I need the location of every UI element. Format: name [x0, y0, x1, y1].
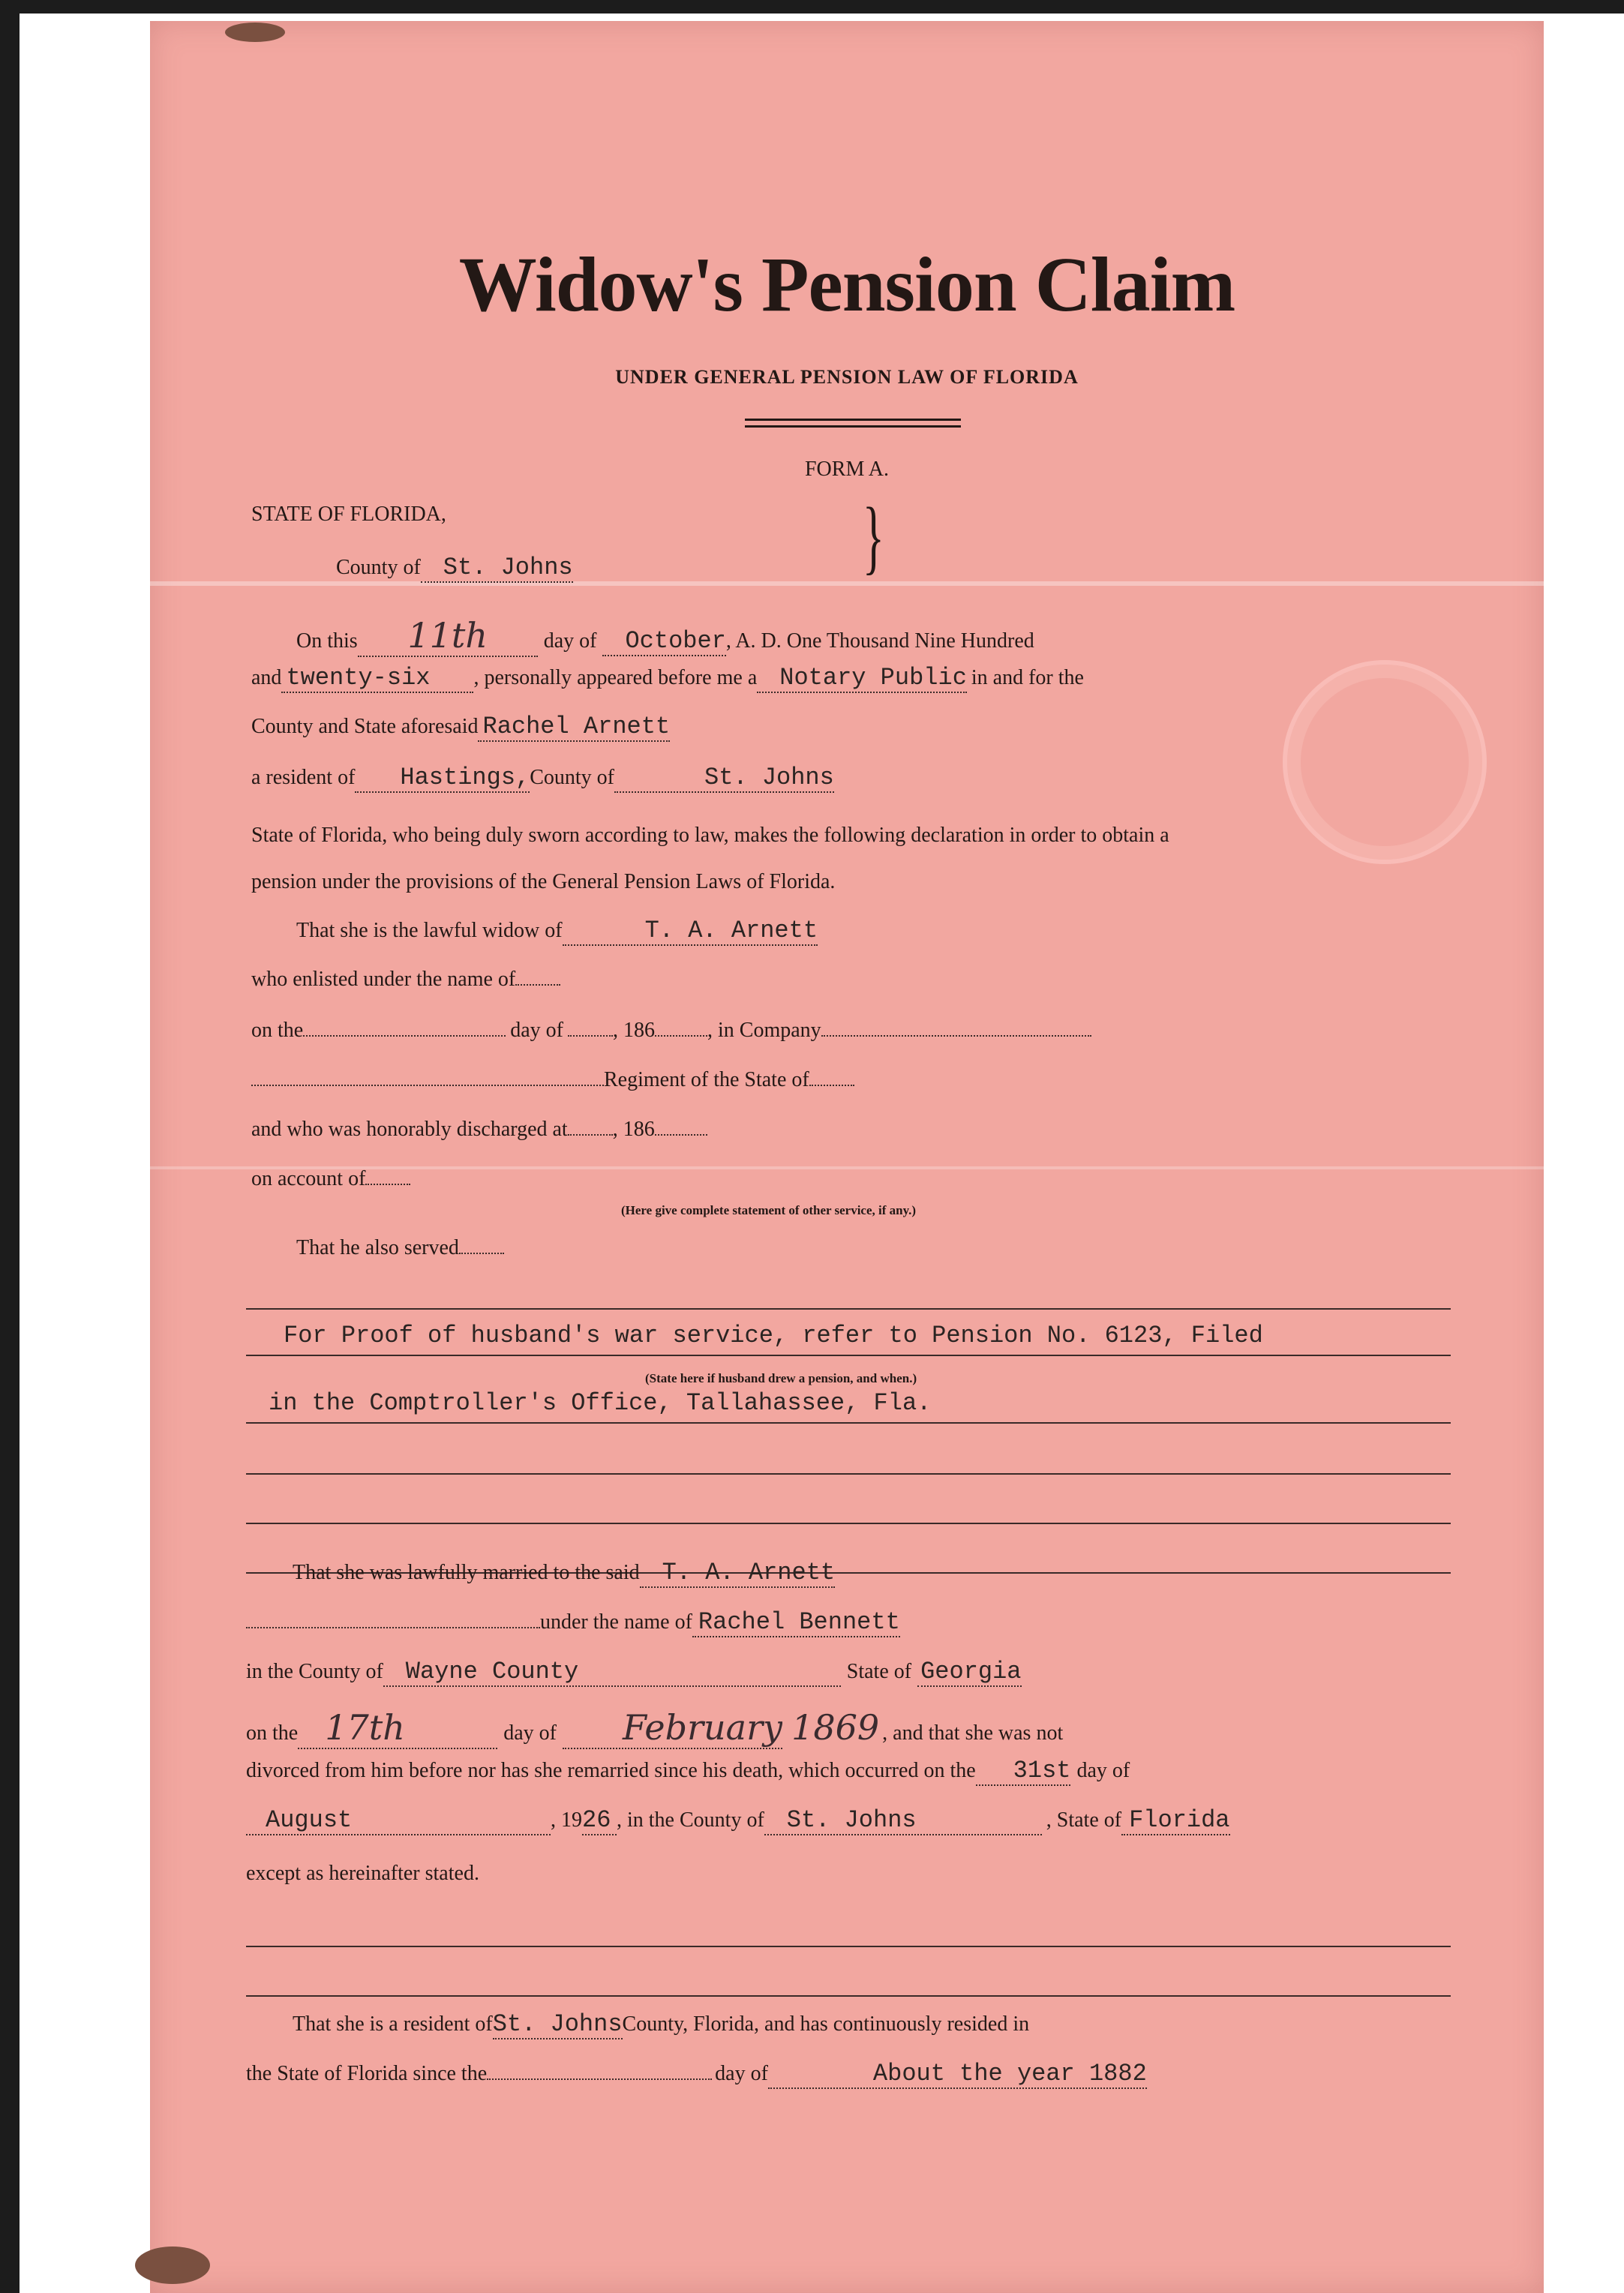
- marriage-county-field[interactable]: Wayne County: [383, 1658, 841, 1687]
- discharge-place-field[interactable]: [568, 1134, 613, 1136]
- county-state-label: County and State aforesaid: [251, 715, 479, 738]
- oath-date-line: [296, 615, 1451, 656]
- marriage-day-field[interactable]: 17th: [298, 1707, 497, 1749]
- death-state-field[interactable]: Florida: [1121, 1806, 1229, 1835]
- under-name-label: under the name of: [540, 1610, 692, 1634]
- county-of-label: County of: [530, 766, 614, 789]
- declaration-text-2: pension under the provisions of the General Pension Laws of Florida.: [251, 870, 836, 893]
- maiden-name-line: [246, 1608, 1451, 1641]
- enlisted-name-field[interactable]: [515, 984, 560, 986]
- blank-service-line[interactable]: [246, 1275, 1451, 1310]
- venue-county-field[interactable]: St. Johns: [421, 554, 573, 583]
- maiden-name-field[interactable]: Rachel Bennett: [692, 1608, 900, 1637]
- scan-top-border: [0, 0, 1624, 14]
- resident-of-label: a resident of: [251, 766, 356, 789]
- appeared-label: , personally appeared before me a: [473, 666, 758, 689]
- year-186-label: , 186: [612, 1019, 655, 1042]
- and-label: and: [251, 666, 282, 689]
- widow-of-line: [296, 917, 1451, 950]
- year-19-label: , 19: [551, 1808, 582, 1832]
- discharge-line: [251, 1118, 1451, 1151]
- death-place-line: [246, 1806, 1451, 1839]
- day-of-label: day of: [510, 1019, 563, 1042]
- oath-month-field[interactable]: October: [602, 627, 725, 656]
- widow-of-label: That she is the lawful widow of: [296, 919, 563, 942]
- death-year-field[interactable]: 26: [582, 1806, 617, 1835]
- account-line: [251, 1167, 1451, 1200]
- day-of-label: day of: [503, 1721, 557, 1745]
- blank-line-2[interactable]: [246, 1490, 1451, 1524]
- proof-line-1[interactable]: For Proof of husband's war service, refer to Pension No. 6123, Filed: [246, 1322, 1451, 1356]
- also-served-field[interactable]: [459, 1253, 504, 1254]
- county-label: County of: [336, 556, 421, 579]
- pension-form-page: [150, 21, 1544, 2293]
- year-186-label: , 186: [612, 1118, 655, 1141]
- on-account-label: on account of: [251, 1167, 366, 1190]
- also-served-label: That he also served: [296, 1236, 459, 1259]
- state-of-label: State of: [846, 1660, 912, 1683]
- residence-county-field[interactable]: St. Johns: [492, 2010, 623, 2038]
- death-day-line: [246, 1757, 1451, 1790]
- since-day-field[interactable]: [487, 2078, 712, 2080]
- divorced-text: divorced from him before nor has she remarried since his death, which occurred on the: [246, 1759, 976, 1782]
- in-county-label: , in the County of: [617, 1808, 764, 1832]
- regiment-line: [251, 1068, 1451, 1101]
- in-company-label: , in Company: [707, 1019, 821, 1042]
- enlist-year-field[interactable]: [655, 1035, 707, 1037]
- proof-line-2[interactable]: in the Comptroller's Office, Tallahassee, Fla.: [246, 1389, 1451, 1424]
- on-this-label: On this: [296, 629, 358, 653]
- blank-line-5[interactable]: [246, 1962, 1451, 1997]
- form-subtitle: UNDER GENERAL PENSION LAW OF FLORIDA: [615, 366, 1079, 388]
- husband-name-field[interactable]: T. A. Arnett: [563, 917, 818, 946]
- paper-damage-top: [225, 23, 285, 42]
- residence-county-line: [293, 2010, 1451, 2043]
- officer-field[interactable]: Notary Public: [757, 664, 967, 693]
- married-line: [293, 1559, 1451, 1592]
- discharge-year-field[interactable]: [655, 1134, 707, 1136]
- enlistment-date-line: [251, 1019, 1451, 1052]
- title-rule-2: [745, 425, 961, 428]
- maiden-prefix-field[interactable]: [246, 1627, 540, 1628]
- marriage-month-field[interactable]: February: [563, 1707, 782, 1749]
- marriage-date-line: [246, 1707, 1451, 1748]
- death-day-field[interactable]: 31st: [976, 1757, 1071, 1786]
- state-label: STATE OF FLORIDA,: [251, 503, 446, 526]
- marriage-state-field[interactable]: Georgia: [917, 1658, 1021, 1687]
- county-florida-label: County, Florida, and has continuously resided in: [622, 2012, 1030, 2036]
- venue-brace: }: [862, 491, 884, 582]
- company-field[interactable]: [821, 1035, 1091, 1037]
- residence-since-line: [246, 2060, 1451, 2093]
- oath-day-field[interactable]: 11th: [358, 615, 538, 657]
- since-value-field[interactable]: About the year 1882: [768, 2060, 1147, 2089]
- day-of-label: day of: [543, 629, 597, 653]
- except-text: except as hereinafter stated.: [246, 1862, 479, 1885]
- in-and-for-label: in and for the: [971, 666, 1084, 689]
- residence-town-line: [251, 764, 1451, 797]
- title-rule-1: [745, 419, 961, 421]
- anno-domini-label: , A. D. One Thousand Nine Hundred: [725, 629, 1034, 653]
- other-service-note: (Here give complete statement of other service, if any.): [621, 1203, 917, 1217]
- enlist-month-field[interactable]: [568, 1035, 613, 1037]
- death-county-field[interactable]: St. Johns: [764, 1806, 1042, 1835]
- married-husband-field[interactable]: T. A. Arnett: [640, 1559, 835, 1588]
- regiment-field[interactable]: [251, 1085, 604, 1086]
- form-label: FORM A.: [804, 458, 890, 481]
- scan-left-border: [0, 0, 20, 2293]
- claimant-name-field[interactable]: Rachel Arnett: [478, 713, 670, 742]
- oath-year-line: [251, 664, 1451, 697]
- day-of-label: day of: [715, 2062, 768, 2085]
- not-divorced-label: , and that she was not: [882, 1721, 1064, 1745]
- declaration-text: State of Florida, who being duly sworn according to law, makes the following declaration in order to obtain a: [251, 824, 1169, 847]
- pension-note: (State here if husband drew a pension, and when.): [645, 1371, 917, 1385]
- enlist-day-field[interactable]: [303, 1035, 506, 1037]
- marriage-place-line: [246, 1658, 1451, 1691]
- married-to-label: That she was lawfully married to the said: [293, 1561, 640, 1584]
- blank-line-1[interactable]: [246, 1440, 1451, 1475]
- oath-year-field[interactable]: twenty-six: [281, 664, 473, 693]
- discharged-label: and who was honorably discharged at: [251, 1118, 568, 1141]
- since-label: the State of Florida since the: [246, 2062, 488, 2085]
- claimant-line: [251, 713, 1451, 746]
- account-field[interactable]: [365, 1184, 410, 1185]
- on-the-label: on the: [251, 1019, 304, 1042]
- form-title: Widow's Pension Claim: [458, 242, 1235, 328]
- state-of-label: , State of: [1046, 1808, 1122, 1832]
- resident-county-field[interactable]: St. Johns: [614, 764, 834, 793]
- regiment-state-field[interactable]: [809, 1085, 854, 1086]
- paper-damage-bottom: [135, 2246, 210, 2284]
- marriage-year-field[interactable]: 1869: [791, 1707, 880, 1748]
- blank-line-4[interactable]: [246, 1913, 1451, 1947]
- enlisted-line: [251, 968, 1451, 1001]
- also-served-line: [296, 1236, 1451, 1269]
- on-the-label: on the: [246, 1721, 299, 1745]
- enlisted-label: who enlisted under the name of: [251, 968, 516, 991]
- resident-of-label: That she is a resident of: [293, 2012, 493, 2036]
- regiment-label: Regiment of the State of: [604, 1068, 809, 1091]
- day-of-label: day of: [1076, 1759, 1130, 1782]
- in-county-label: in the County of: [246, 1660, 383, 1683]
- death-month-field[interactable]: August: [246, 1806, 551, 1835]
- town-field[interactable]: Hastings,: [355, 764, 530, 793]
- venue-county-line: [336, 554, 846, 587]
